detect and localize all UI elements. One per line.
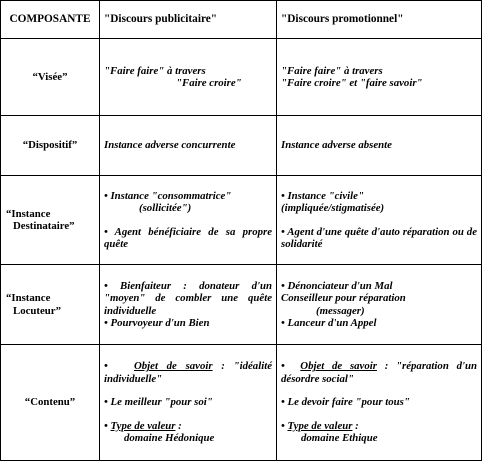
bullet-item: • Agent d'une quête d'auto réparation ou de solidarité (281, 225, 477, 250)
bullet: • (281, 419, 285, 432)
row-contenu (1, 345, 482, 461)
bullet-rest: : (175, 419, 182, 432)
text-line: domaine Hédonique (124, 432, 215, 445)
cell-visee-publicitaire (100, 39, 277, 116)
header-row (1, 1, 482, 39)
bullet-item: • Pourvoyeur d'un Bien (104, 317, 210, 329)
header-discours-promotionnel: "Discours promotionnel" (277, 1, 482, 39)
bullet-rest: : (352, 419, 359, 432)
cell-dispositif-promotionnel: Instance adverse absente (277, 116, 482, 176)
text-line: (sollicitée") (139, 202, 192, 214)
cell-destinataire-promotionnel (277, 176, 482, 265)
cell-destinataire-publicitaire (100, 176, 277, 265)
row-instance-destinataire (1, 176, 482, 265)
underlined-term: Type de valeur (287, 419, 353, 432)
header-composante: COMPOSANTE (1, 1, 100, 39)
cell-contenu-promotionnel (277, 345, 482, 461)
bullet-rest: : "idéalité individuelle" (104, 360, 272, 385)
text-line: "Faire faire" à travers (281, 64, 383, 77)
row-visee (1, 39, 482, 116)
label-line: “Instance (6, 292, 51, 304)
underlined-term: Objet de savoir (300, 360, 377, 373)
bullet-item (281, 360, 477, 385)
bullet-item (104, 360, 272, 385)
text-line: (impliquée/stigmatisée) (281, 202, 385, 214)
row-instance-locuteur (1, 265, 482, 345)
underlined-term: Type de valeur (110, 419, 176, 432)
bullet-item: • Bienfaiteur : donateur d'un "moyen" de combler une quête individuelle (104, 279, 272, 317)
row-label-contenu: “Contenu” (1, 345, 100, 461)
bullet-item (104, 420, 272, 433)
bullet: • (104, 360, 108, 373)
label-line: Destinataire” (13, 220, 75, 232)
bullet-item: • Dénonciateur d'un Mal (281, 279, 393, 292)
row-label-instance-locuteur (1, 265, 100, 345)
cell-locuteur-promotionnel (277, 265, 482, 345)
bullet-rest: : "réparation d'un désordre social" (281, 360, 477, 385)
bullet-item: • Instance "civile" (281, 189, 364, 202)
text-line: "Faire croire" (176, 77, 242, 89)
text-line: (messager) (316, 304, 365, 317)
row-label-visee: “Visée” (1, 39, 100, 116)
text-line: "Faire croire" et "faire savoir" (281, 77, 423, 89)
underlined-term: Objet de savoir (133, 360, 213, 373)
row-dispositif (1, 116, 482, 176)
label-line: Locuteur” (13, 304, 61, 317)
row-label-dispositif: “Dispositif” (1, 116, 100, 176)
cell-contenu-publicitaire (100, 345, 277, 461)
bullet: • (104, 419, 108, 432)
cell-visee-promotionnel (277, 39, 482, 116)
cell-dispositif-publicitaire: Instance adverse concurrente (100, 116, 277, 176)
bullet-item: • Instance "consommatrice" (104, 189, 232, 202)
label-line: “Instance (6, 207, 51, 220)
bullet-item: • Le meilleur "pour soi" (104, 396, 213, 409)
bullet-item: • Agent bénéficiaire de sa propre quête (104, 225, 272, 250)
bullet-item (281, 420, 477, 433)
cell-locuteur-publicitaire (100, 265, 277, 345)
row-label-instance-destinataire (1, 176, 100, 265)
bullet: • (281, 360, 285, 373)
bullet-item: • Lanceur d'un Appel (281, 317, 377, 329)
bullet-item: • Le devoir faire "pour tous" (281, 396, 410, 409)
header-discours-publicitaire: "Discours publicitaire" (100, 1, 277, 39)
text-line: "Faire faire" à travers (104, 64, 206, 77)
text-line: domaine Ethique (301, 432, 378, 445)
text-line: Conseilleur pour réparation (281, 292, 406, 304)
